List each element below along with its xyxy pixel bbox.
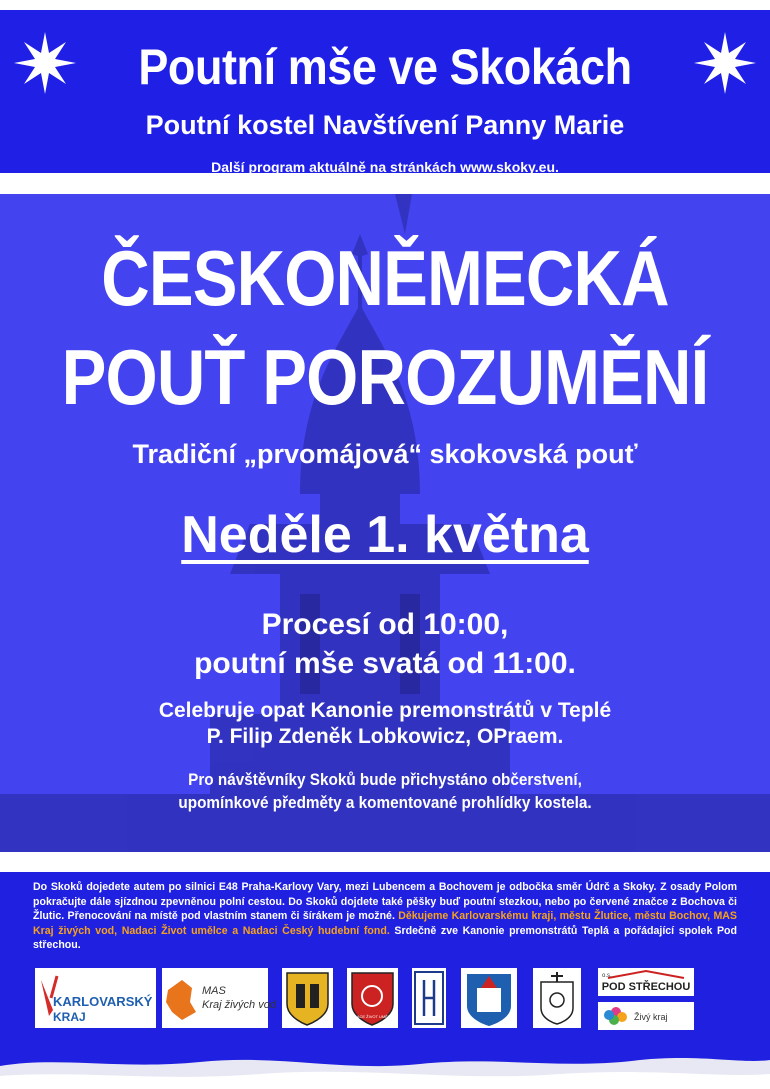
coat-of-arms-icon <box>282 968 333 1028</box>
logo-pod-strechou <box>598 968 694 996</box>
celebrant-line-1: Celebruje opat Kanonie premonstrátů v Teplé <box>158 699 612 722</box>
logo-zivy-kraj <box>598 1002 694 1030</box>
nadace-text: NADACE ŽIVOT UMĚLCE <box>348 1014 396 1019</box>
directions-text <box>33 880 737 953</box>
headline-line-1: ČESKONĚMECKÁ <box>101 234 669 322</box>
pod-strechou-small: o.s. <box>602 973 612 979</box>
header-banner <box>0 10 770 173</box>
abbey-crest-icon <box>533 968 581 1028</box>
website-link[interactable]: www.skoky.eu. <box>460 159 559 175</box>
mas-line2: Kraj živých vod <box>202 999 276 1011</box>
logo-abbey <box>533 968 581 1028</box>
music-fund-icon <box>412 968 446 1028</box>
karlovarsky-line2: KRAJ <box>53 1010 86 1024</box>
zivy-kraj-text: Živý kraj <box>634 1012 668 1022</box>
directions: Do Skoků dojedete autem po silnici E48 Praha-Karlovy Vary, mezi Lubencem a Bochovem je odbočka směr Údrč a Skoky. Z osady Polom pokračujte dále sjízdnou zpevněnou polní cestou. Do Skoků dojdete také pěšky buď poutní stezkou, nebo po červené značce z Bochova či Žlutic. Přenocování na místě pod vlastním stanem či šírákem je možné. <box>33 881 737 922</box>
visitor-info-line-1: Pro návštěvníky Skoků bude přichystáno občerstvení, <box>188 770 582 789</box>
logo-zlutice-coat <box>282 968 333 1028</box>
celebrant-line-2: P. Filip Zdeněk Lobkowicz, OPraem. <box>206 725 564 748</box>
invite-text: Srdečně zve Kanonie premonstrátů Teplá a pořádající spolek Pod střechou. <box>33 924 737 951</box>
pod-strechou-logo-icon <box>598 968 694 996</box>
event-date: Neděle 1. května <box>181 506 589 564</box>
visitor-info-line-2: upomínkové předměty a komentované prohlídky kostela. <box>178 793 592 812</box>
logo-karlovarsky-kraj <box>35 968 156 1028</box>
main-poster-area <box>0 194 770 852</box>
zivy-kraj-logo-icon <box>598 1002 694 1030</box>
thanks-text: Děkujeme Karlovarskému kraji, městu Žlutice, městu Bochov, MAS Kraj živých vod, Nadaci Život umělce a Nadaci Český hudební fond. <box>33 910 737 937</box>
church-name: Poutní kostel Navštívení Panny Marie <box>145 110 625 140</box>
page-title: Poutní mše ve Skokách <box>138 39 632 95</box>
logo-castle <box>461 968 517 1028</box>
program-text: Další program aktuálně na stránkách <box>211 159 461 175</box>
mas-logo-icon <box>162 968 276 1028</box>
logo-mas <box>162 968 276 1028</box>
program-note <box>0 159 770 175</box>
castle-icon <box>461 968 517 1028</box>
pod-strechou-text: POD STŘECHOU <box>601 981 691 993</box>
coat-of-arms-icon <box>347 968 398 1028</box>
headline-line-2: POUŤ POROZUMĚNÍ <box>61 333 709 421</box>
karlovarsky-line1: KARLOVARSKÝ <box>53 994 153 1009</box>
tagline: Tradiční „prvomájová“ skokovská pouť <box>132 439 638 469</box>
karlovarsky-kraj-logo-icon <box>35 968 156 1028</box>
mas-line1: MAS <box>202 985 226 997</box>
procession-time: Procesí od 10:00, <box>261 608 509 641</box>
mass-time: poutní mše svatá od 11:00. <box>194 647 576 680</box>
logo-bochov-coat <box>347 968 398 1028</box>
logo-hudebni-fond <box>412 968 446 1028</box>
snow-strip <box>0 1048 770 1089</box>
